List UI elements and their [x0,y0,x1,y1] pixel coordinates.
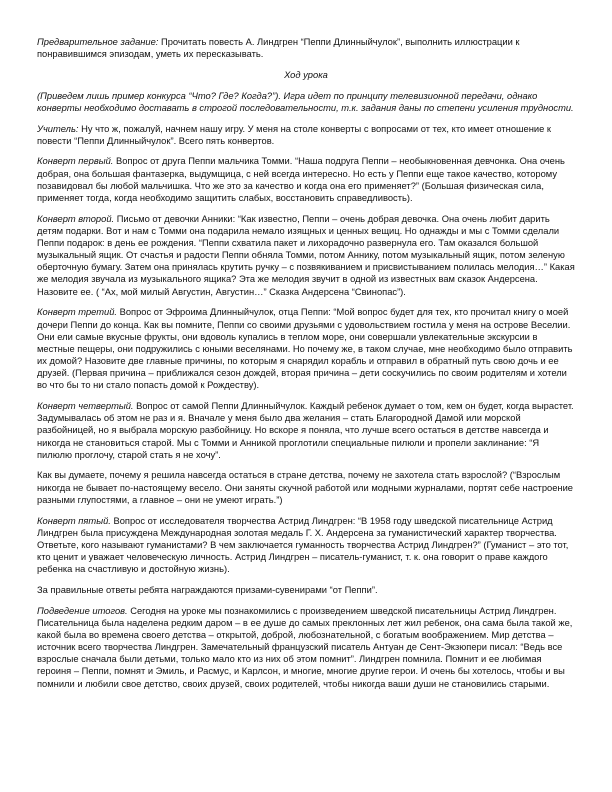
envelope-two-label: Конверт второй. [37,213,115,224]
summary-label: Подведение итогов. [37,605,128,616]
teacher-label: Учитель: [37,123,79,134]
envelope-four-label: Конверт четвертый. [37,401,134,412]
envelope-two-paragraph [37,213,575,298]
envelope-five-text: Вопрос от исследователя творчества Астрид Линдгрен: “В 1958 году шведской писательнице Астрид Линдгрен была присуждена Международная золотая медаль Г. Х. Андерсена за гуманистический характер творчества. Ответьте, кого называют гуманистами? В чем заключается гуманность творчества Астрид Линдгрен?” (Гуманист – это тот, кто ценит и уважает человеческую личность. Астрид Линдгрен – писатель-гуманист, т. к. она говорит о праве каждого ребенка на счастливую и достойную жизнь). [37,515,569,575]
preliminary-task-text: Прочитать повесть А. Линдгрен “Пеппи Длинныйчулок”, выполнить иллюстрации к понравившимся эпизодам, уметь их пересказывать. [37,37,520,60]
envelope-three-paragraph [37,306,575,391]
envelope-three-label: Конверт третий. [37,307,118,318]
summary-text: Сегодня на уроке мы познакомились с произведением шведской писательницы Астрид Линдгрен. Писательница была наделена редким даром – в ее душе до самых преклонных лет жил ребенок, она сама была такой же, какой была во времена своего детства – открытой, доброй, любознательной, с богатым воображением. Мир детства – источник всего творчества Линдгрен. Замечательный французский писатель Антуан де Сент-Экзюпери писал: “Ведь все взрослые сначала были детьми, только мало кто из них об этом помнит”. Линдгрен помнила. Помнит и ее любимая героиня – Пеппи, помнят и Эмиль, и Расмус, и Карлсон, и многие, многие другие герои. И очень бы хотелось, чтобы и вы помнили и любили свое детство, своих друзей, своих родителей, чтобы никогда ваши души не становились старыми. [37,605,573,689]
lesson-heading-text: Ход урока [284,69,328,80]
envelope-five-label: Конверт пятый. [37,515,111,526]
prizes-paragraph: За правильные ответы ребята награждаются призами-сувенирами “от Пеппи”. [37,584,378,595]
lesson-heading [37,69,575,81]
envelope-one-paragraph [37,155,575,204]
summary-paragraph [37,605,575,690]
envelope-four-text: Вопрос от самой Пеппи Длинныйчулок. Каждый ребенок думает о том, кем он будет, когда вырастет. Задумывалась об этом не раз и я. Вначале у меня было два желания – стать Благородной Дамой или морской разбойницей, но я выбрала морскую разбойницу. Но вскоре я поняла, что лучше всего остаться в детстве навсегда и никогда не становиться старой. Мы с Томми и Анникой проглотили специальные пилюли и пропели заклинание: “Я пилюлю проглочу, старой стать я не хочу”. [37,401,574,460]
envelope-two-text: Письмо от девочки Анники: “Как известно, Пеппи – очень добрая девочка. Она очень любит дарить детям подарки. Вот и нам с Томми она подарила немало изящных и ценных вещиц. Но однажды и мы с Томми сделали Пеппи подарок: в день ее рождения. “Пеппи схватила пакет и лихорадочно развернула его. Там оказался большой музыкальный ящик. От счастья и радости Пеппи обняла Томми, потом Аннику, потом музыкальный ящик, потом зеленую оберточную бумагу. Затем она принялась крутить ручку – с позвякиванием и присвистыванием полилась мелодия…” Какая же мелодия звучала из музыкального ящика? Эта же мелодия звучит в одной из известных вам сказок Андерсена. Назовите ее. ( “Ах, мой милый Августин, Августин…” Сказка Андерсена “Свинопас”). [37,213,575,297]
preliminary-task-label: Предварительное задание: [37,37,159,47]
envelope-one-label: Конверт первый. [37,156,114,167]
game-intro-text: (Приведем лишь пример конкурса “Что? Где? Когда?”). Игра идет по принципу телевизионной передачи, однако конверты необходимо доставать в строгой последовательности, т.к. задания даны по степени усиления трудности. [37,90,574,113]
envelope-four-paragraph [37,400,575,461]
envelope-five-paragraph [37,515,575,576]
envelope-one-text: Вопрос от друга Пеппи мальчика Томми. “Наша подруга Пеппи – необыкновенная девчонка. Она очень добрая, она большая фантазерка, выдумщица, с ней всегда интересно. Но есть у Пеппи еще такое качество, которому позавидовал бы любой мальчишка. Что же это за качество и когда она его применяет?” (Большая физическая сила, применяет тогда, когда необходимо защитить слабых, восстановить справедливость). [37,156,565,203]
teacher-paragraph [37,123,575,147]
game-intro-paragraph [37,90,575,114]
preliminary-task-paragraph [37,36,575,60]
envelope-four-question-paragraph: Как вы думаете, почему я решила навсегда остаться в стране детства, почему не захотела стать взрослой? (“Взрослым никогда не бывает по-настоящему весело. Они заняты скучной работой или модными журналами, портят себе настроение разными глупостями, а главное – они не умеют играть.”) [37,470,574,505]
teacher-text: Ну что ж, пожалуй, начнем нашу игру. У меня на столе конверты с вопросами от тех, кто имеет отношение к повести “Пеппи Длинныйчулок”. Всего пять конвертов. [37,123,551,146]
envelope-three-text: Вопрос от Эфроима Длинныйчулок, отца Пеппи: “Мой вопрос будет для тех, кто прочитал книгу о моей дочери Пеппи до конца. Как вы помните, Пеппи со своими друзьями с удовольствием гостила у меня на острове Веселии. Они ели самые вкусные фрукты, они вдоволь купались в теплом море, они совершали увлекательные экскурсии в местные пещеры, они подружились с юными веселянами. Но почему же, в таком случае, мне необходимо было отправить их домой? Назовите две главные причины, по которым я снарядил корабль и отправил в обратный путь свою дочь и ее друзей. (Первая причина – приближался сезон дождей, вторая причина – дети соскучились по своим родителям и хотели во что бы то ни стало попасть домой к Рождеству). [37,307,573,391]
